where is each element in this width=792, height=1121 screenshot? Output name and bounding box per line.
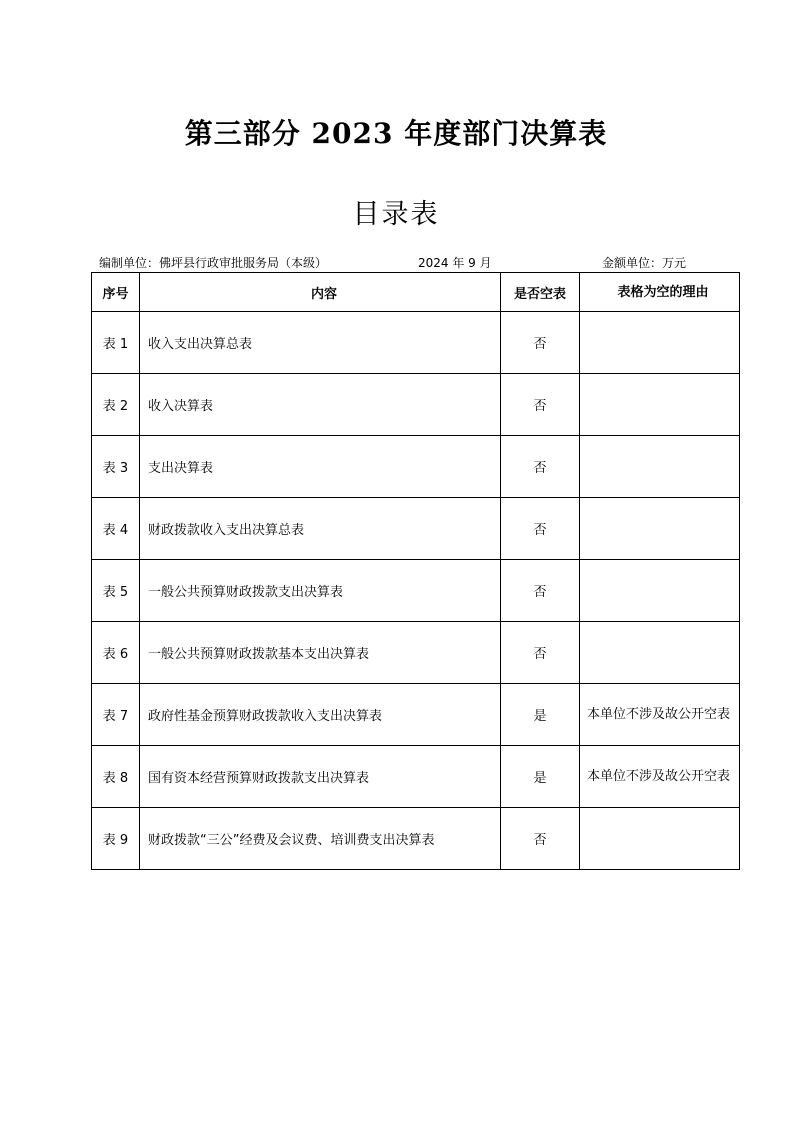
report-date: 2024 年 9 月 [418,256,492,270]
row-is-empty: 是 [501,684,580,746]
table-row [92,498,740,560]
row-content: 财政拨款收入支出决算总表 [140,498,501,560]
amount-unit: 金额单位：万元 [602,256,687,270]
page-title: 第三部分 2023 年度部门决算表 [184,117,608,150]
preparing-unit: 编制单位：佛坪县行政审批服务局（本级） [99,256,328,270]
page-subtitle: 目录表 [352,199,440,230]
row-reason [580,374,740,436]
row-is-empty: 否 [501,312,580,374]
row-number: 表 8 [92,746,140,808]
row-number: 表 6 [92,622,140,684]
header-serial-number: 序号 [92,273,140,312]
table-row [92,684,740,746]
header-is-empty: 是否空表 [501,273,580,312]
table-row [92,312,740,374]
row-reason [580,498,740,560]
row-content: 一般公共预算财政拨款支出决算表 [140,560,501,622]
row-is-empty: 否 [501,808,580,870]
row-is-empty: 否 [501,374,580,436]
row-number: 表 9 [92,808,140,870]
row-content: 财政拨款“三公”经费及会议费、培训费支出决算表 [140,808,501,870]
row-number: 表 5 [92,560,140,622]
row-content: 收入决算表 [140,374,501,436]
row-is-empty: 否 [501,622,580,684]
row-number: 表 1 [92,312,140,374]
row-reason [580,808,740,870]
row-content: 收入支出决算总表 [140,312,501,374]
directory-table [91,272,740,870]
row-reason [580,436,740,498]
row-is-empty: 否 [501,436,580,498]
row-content: 国有资本经营预算财政拨款支出决算表 [140,746,501,808]
row-number: 表 4 [92,498,140,560]
row-reason: 本单位不涉及故公开空表 [580,684,740,746]
table-row [92,374,740,436]
row-number: 表 3 [92,436,140,498]
row-content: 一般公共预算财政拨款基本支出决算表 [140,622,501,684]
table-row [92,622,740,684]
row-reason [580,312,740,374]
header-empty-reason: 表格为空的理由 [580,273,740,312]
table-header-row [92,273,740,312]
row-reason [580,622,740,684]
table-row [92,808,740,870]
row-number: 表 2 [92,374,140,436]
row-reason: 本单位不涉及故公开空表 [580,746,740,808]
row-reason [580,560,740,622]
row-content: 政府性基金预算财政拨款收入支出决算表 [140,684,501,746]
row-number: 表 7 [92,684,140,746]
row-is-empty: 否 [501,498,580,560]
table-row [92,746,740,808]
row-is-empty: 是 [501,746,580,808]
table-row [92,436,740,498]
row-content: 支出决算表 [140,436,501,498]
row-is-empty: 否 [501,560,580,622]
header-content: 内容 [140,273,501,312]
table-row [92,560,740,622]
